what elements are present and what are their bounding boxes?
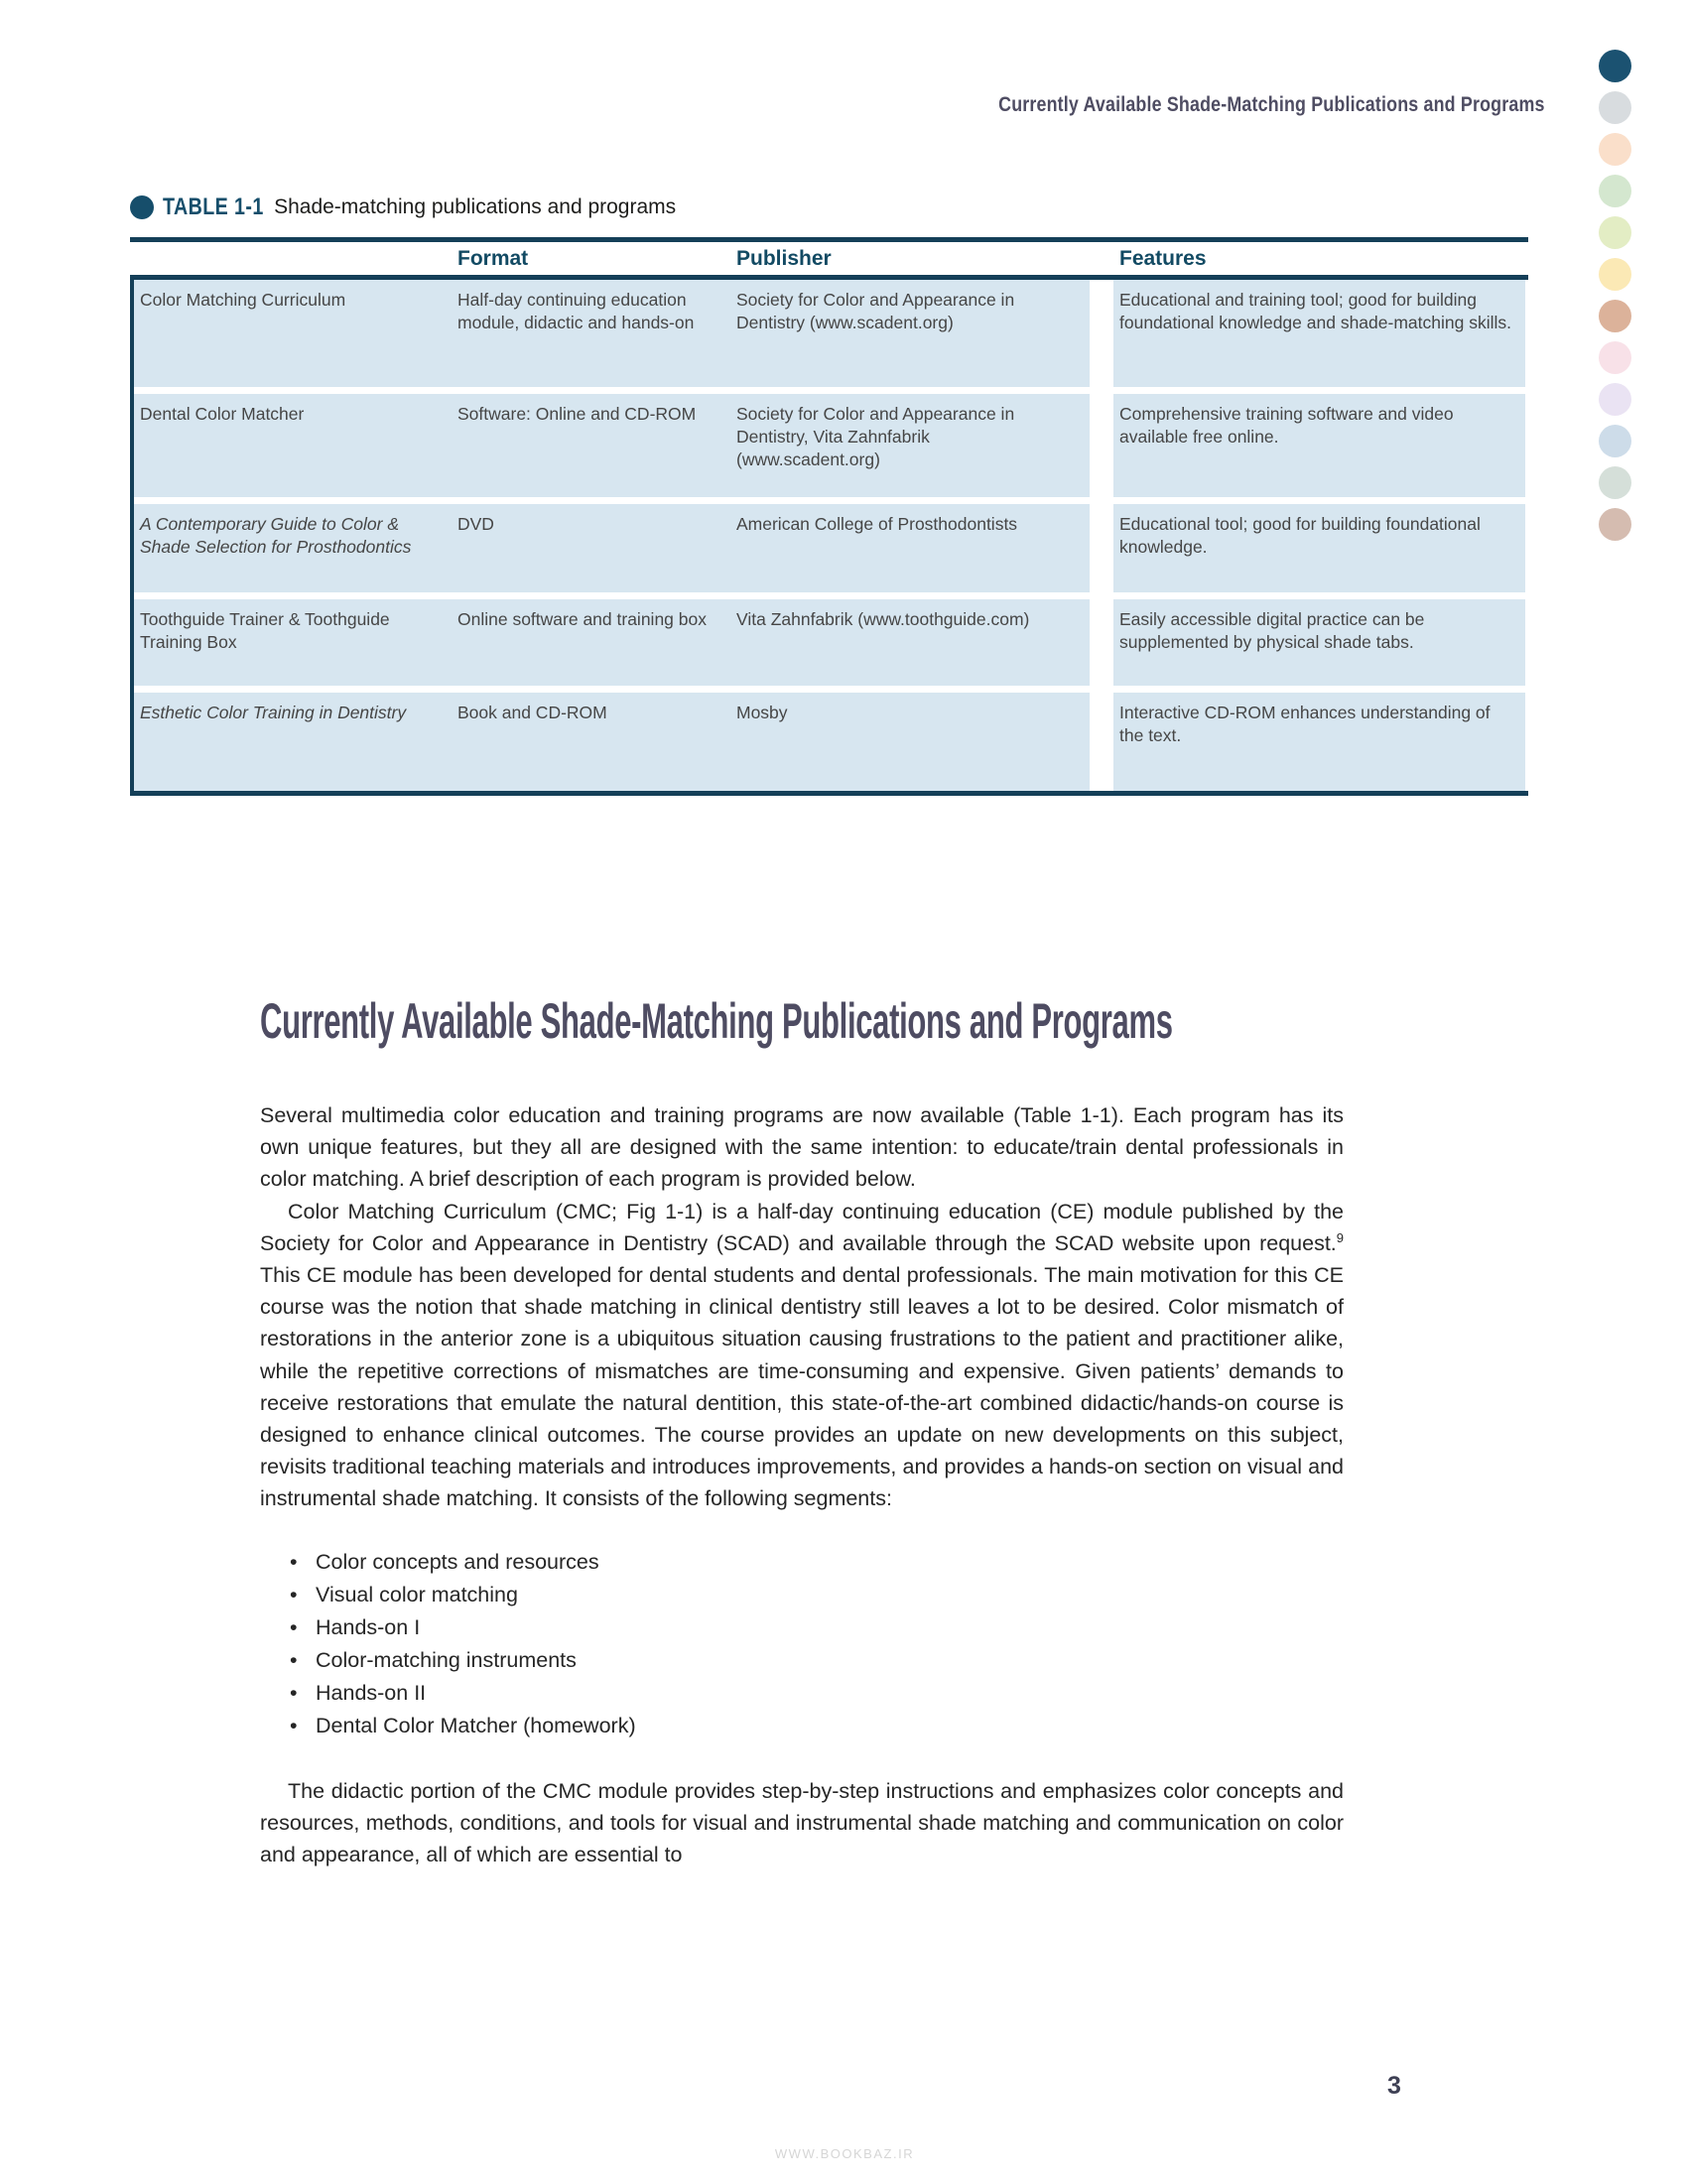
table-row xyxy=(134,504,1528,592)
cell-gutter xyxy=(1090,693,1113,791)
paragraph-text: Color Matching Curriculum (CMC; Fig 1-1) is a half-day continuing education (CE) module published by the Society for Color and Appearance in Dentistry (SCAD) and available through the SCAD website upon request. xyxy=(260,1199,1344,1255)
list-item: • Hands-on I xyxy=(290,1611,1344,1644)
chapter-tab-dot-icon xyxy=(1599,133,1631,166)
chapter-tab-dot-icon xyxy=(1599,466,1631,499)
chapter-tab-dot-icon xyxy=(1599,91,1631,124)
table-row xyxy=(134,599,1528,686)
cell-name: A Contemporary Guide to Color & Shade Selection for Prosthodontics xyxy=(134,504,452,592)
list-item: • Visual color matching xyxy=(290,1579,1344,1611)
cell-features: Easily accessible digital practice can be supplemented by physical shade tabs. xyxy=(1113,599,1525,686)
table-row xyxy=(134,394,1528,497)
table-bottom-rule xyxy=(130,791,1528,796)
body-copy xyxy=(260,1099,1344,1870)
chapter-tab-dot-icon xyxy=(1599,258,1631,291)
chapter-tab-dot-icon xyxy=(1599,425,1631,457)
chapter-tab-dot-icon xyxy=(1599,383,1631,416)
chapter-tab-dot-icon xyxy=(1599,216,1631,249)
cell-features: Educational and training tool; good for building foundational knowledge and shade-matching skills. xyxy=(1113,280,1525,387)
list-item: • Hands-on II xyxy=(290,1677,1344,1710)
cell-gutter xyxy=(1090,504,1113,592)
cell-name: Esthetic Color Training in Dentistry xyxy=(134,693,452,791)
cell-publisher: Society for Color and Appearance in Dentistry (www.scadent.org) xyxy=(730,280,1090,387)
body-paragraph xyxy=(260,1196,1344,1515)
table-header-row xyxy=(130,242,1528,275)
table-label-row xyxy=(130,194,1528,220)
cell-gutter xyxy=(1090,280,1113,387)
cell-format: DVD xyxy=(452,504,730,592)
list-item: • Color concepts and resources xyxy=(290,1546,1344,1579)
body-paragraph: Several multimedia color education and training programs are now available (Table 1-1). Each program has its own unique features, but they all are designed with the same intention: to educate/train dental professionals in color matching. A brief description of each program is provided below. xyxy=(260,1103,1344,1192)
cell-gutter xyxy=(1090,599,1113,686)
paragraph-text: This CE module has been developed for dental students and dental professionals. The main motivation for this CE course was the notion that shade matching in clinical dentistry still leaves a lot to be desired. Color mismatch of restorations in the anterior zone is a ubiquitous situation causing frustrations to the patient and practitioner alike, while the repetitive corrections of mismatches are time-consuming and expensive. Given patients’ demands to receive restorations that emulate the natural dentition, this state-of-the-art combined didactic/hands-on course is designed to enhance clinical outcomes. The course provides an update on new developments on this subject, revisits traditional teaching materials and introduces improvements, and provides a hands-on section on visual and instrumental shade matching. It consists of the following segments: xyxy=(260,1263,1344,1511)
cell-format: Book and CD-ROM xyxy=(452,693,730,791)
reference-superscript: 9 xyxy=(1336,1229,1344,1245)
chapter-tab-dot-icon xyxy=(1599,508,1631,541)
chapter-tab-dot-icon xyxy=(1599,50,1631,82)
table-label: TABLE 1-1 xyxy=(163,193,264,220)
cell-features: Interactive CD-ROM enhances understanding of the text. xyxy=(1113,693,1525,791)
cell-publisher: Mosby xyxy=(730,693,1090,791)
cell-format: Online software and training box xyxy=(452,599,730,686)
list-item: • Color-matching instruments xyxy=(290,1644,1344,1677)
chapter-tab-dot-icon xyxy=(1599,341,1631,374)
cell-name: Dental Color Matcher xyxy=(134,394,452,497)
column-header-features: Features xyxy=(1119,246,1207,270)
watermark: WWW.BOOKBAZ.IR xyxy=(774,2146,915,2161)
column-header-format: Format xyxy=(457,246,529,270)
cell-features: Educational tool; good for building foundational knowledge. xyxy=(1113,504,1525,592)
list-item: • Dental Color Matcher (homework) xyxy=(290,1710,1344,1742)
table-body xyxy=(130,280,1528,791)
cell-format: Software: Online and CD-ROM xyxy=(452,394,730,497)
table-caption: Shade-matching publications and programs xyxy=(274,195,677,218)
cell-publisher: Vita Zahnfabrik (www.toothguide.com) xyxy=(730,599,1090,686)
table-row xyxy=(134,693,1528,791)
cell-format: Half-day continuing education module, didactic and hands-on xyxy=(452,280,730,387)
table-1-1 xyxy=(130,194,1528,796)
cell-publisher: Society for Color and Appearance in Dentistry, Vita Zahnfabrik (www.scadent.org) xyxy=(730,394,1090,497)
table-row xyxy=(134,280,1528,387)
body-paragraph: The didactic portion of the CMC module provides step-by-step instructions and emphasizes color concepts and resources, methods, conditions, and tools for visual and instrumental shade matching and communication on color and appearance, all of which are essential to xyxy=(260,1778,1344,1867)
cell-name: Toothguide Trainer & Toothguide Training Box xyxy=(134,599,452,686)
chapter-tab-dot-icon xyxy=(1599,175,1631,207)
table-marker-icon xyxy=(130,195,154,219)
cell-features: Comprehensive training software and video available free online. xyxy=(1113,394,1525,497)
chapter-tab-dot-icon xyxy=(1599,300,1631,332)
page-number: 3 xyxy=(1387,2072,1401,2100)
running-head: Currently Available Shade-Matching Publications and Programs xyxy=(998,93,1545,116)
column-header-publisher: Publisher xyxy=(736,246,832,270)
section-heading: Currently Available Shade-Matching Publications and Programs xyxy=(260,993,1173,1049)
chapter-tab-dots xyxy=(1599,50,1631,550)
cell-name: Color Matching Curriculum xyxy=(134,280,452,387)
cell-publisher: American College of Prosthodontists xyxy=(730,504,1090,592)
segment-list xyxy=(260,1546,1344,1742)
cell-gutter xyxy=(1090,394,1113,497)
